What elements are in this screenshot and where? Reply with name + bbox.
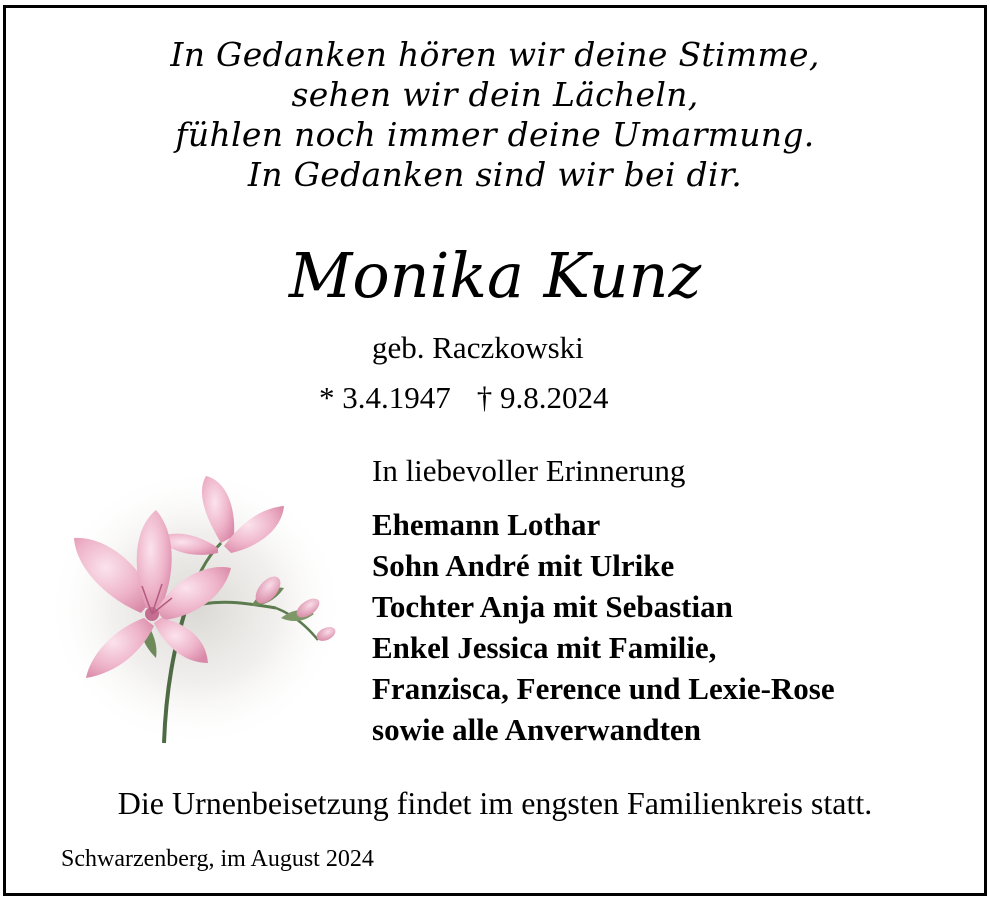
poem-line: In Gedanken sind wir bei dir. [247,155,743,194]
poem-line: In Gedanken hören wir deine Stimme, [170,35,820,74]
family-member: Franzisca, Ference und Lexie-Rose [372,671,835,706]
flower-image [46,458,346,748]
place-and-date: Schwarzenberg, im August 2024 [61,846,374,872]
family-member: Ehemann Lothar [372,507,601,542]
birth-name: geb. Raczkowski [372,330,584,365]
family-list [372,504,835,750]
family-member: Enkel Jessica mit Familie, [372,630,717,665]
life-dates [319,380,609,416]
memory-line: In liebevoller Erinnerung [372,453,686,488]
family-member: Tochter Anja mit Sebastian [372,589,733,624]
family-member: Sohn André mit Ulrike [372,548,675,583]
birth-date: * 3.4.1947 [319,380,451,415]
deceased-name: Monika Kunz [288,239,702,312]
poem [6,35,984,195]
family-member: sowie alle Anverwandten [372,712,701,747]
death-date: † 9.8.2024 [476,380,609,415]
poem-line: sehen wir dein Lächeln, [291,75,699,114]
obituary-frame [3,5,987,896]
burial-note: Die Urnenbeisetzung findet im engsten Familienkreis statt. [117,785,873,821]
poem-line: fühlen noch immer deine Umarmung. [175,115,815,154]
